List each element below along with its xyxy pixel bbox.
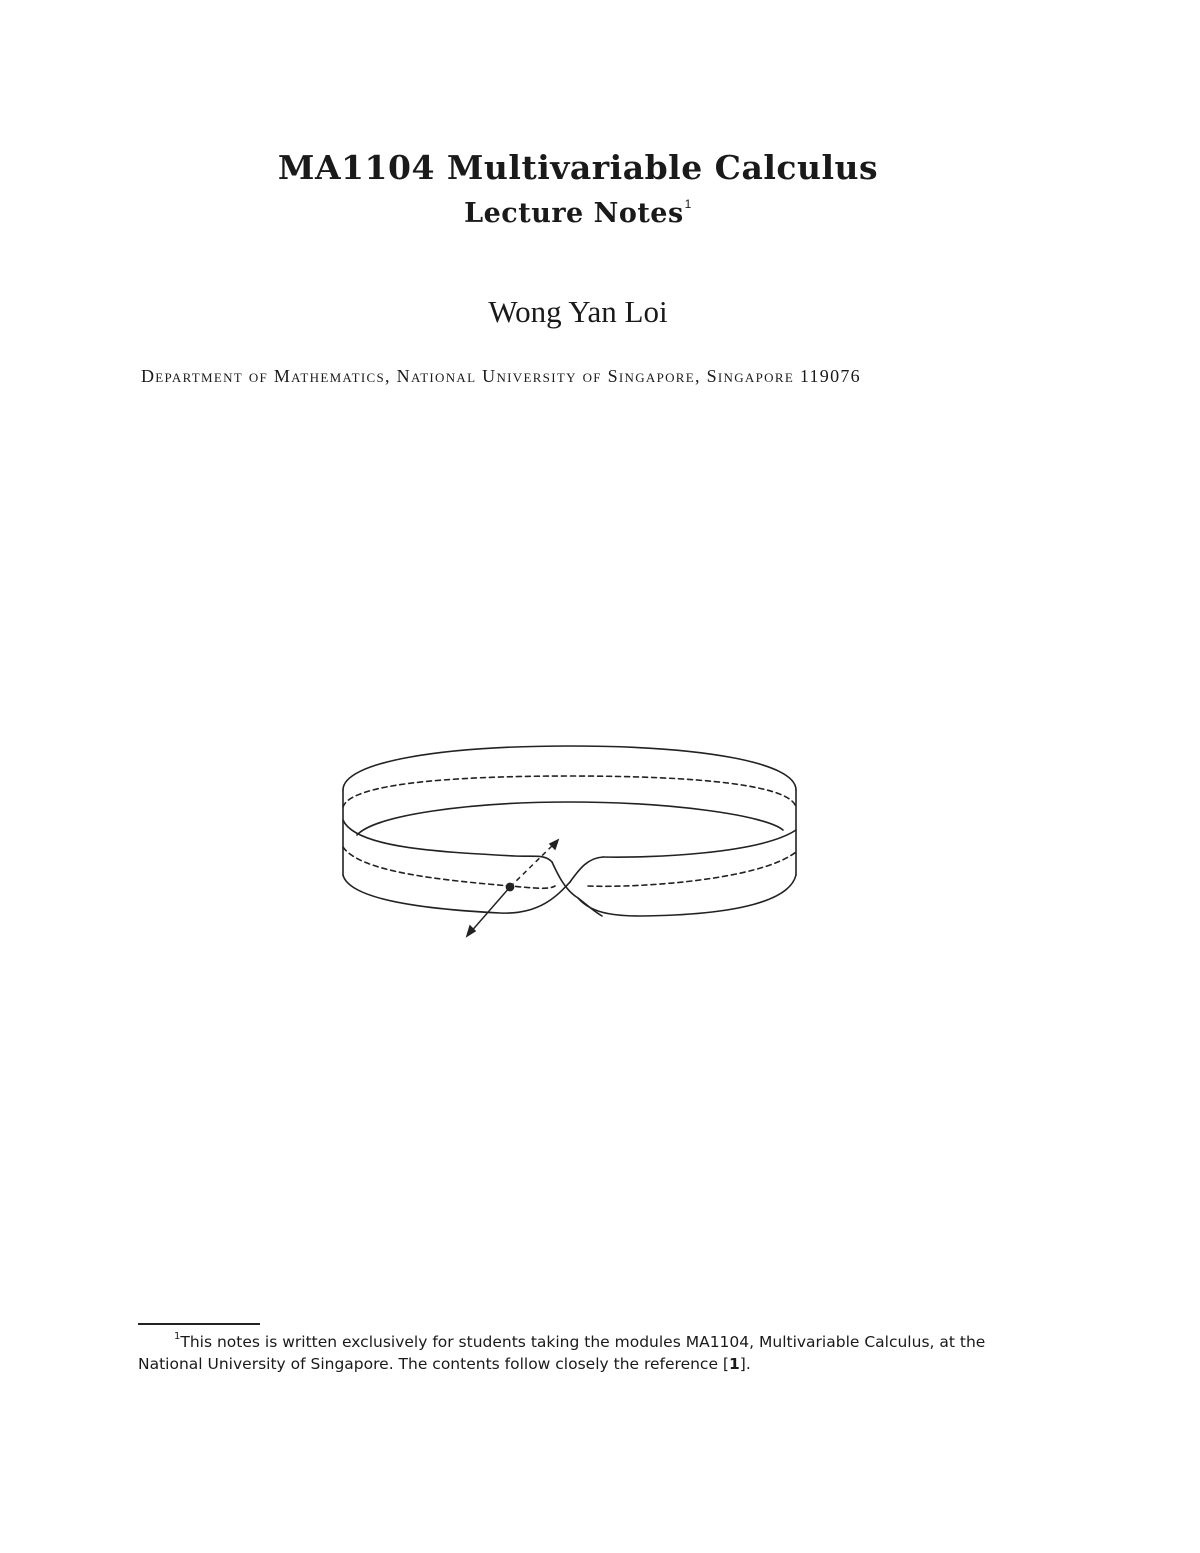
footnote-divider (138, 1323, 260, 1325)
footnote-number: 1 (174, 1331, 181, 1342)
mobius-strip-figure (320, 730, 820, 960)
strip-front-middle-right (603, 830, 796, 857)
footnote-marker[interactable]: 1 (684, 197, 692, 211)
title-text: MA1104 Multivariable Calculus (277, 148, 879, 187)
normal-vector-point (506, 883, 513, 890)
footnote-text-end: ]. (739, 1355, 751, 1374)
strip-front-dashed-left (343, 847, 555, 888)
author-affiliation: Department of Mathematics, National University of Singapore, Singapore 119076 (141, 366, 861, 386)
mobius-strip-illustration (320, 730, 820, 960)
strip-twist-1 (552, 862, 602, 916)
reference-link[interactable]: 1 (728, 1355, 740, 1374)
subtitle-text: Lecture Notes (464, 198, 684, 229)
normal-vector-back (510, 842, 556, 887)
normal-vector-front (469, 887, 510, 934)
strip-inner-edge (357, 802, 783, 835)
document-title (0, 148, 1156, 187)
author-name: Wong Yan Loi (488, 294, 668, 329)
document-subtitle (0, 198, 1156, 229)
strip-twist-2 (570, 857, 603, 882)
strip-front-middle-left (343, 820, 552, 862)
footnote (138, 1328, 1038, 1375)
footnote-text: This notes is written exclusively for students taking the modules MA1104, Multivariable Calculus, at the National University of Singapore. The contents follow closely the reference [ (138, 1333, 986, 1374)
